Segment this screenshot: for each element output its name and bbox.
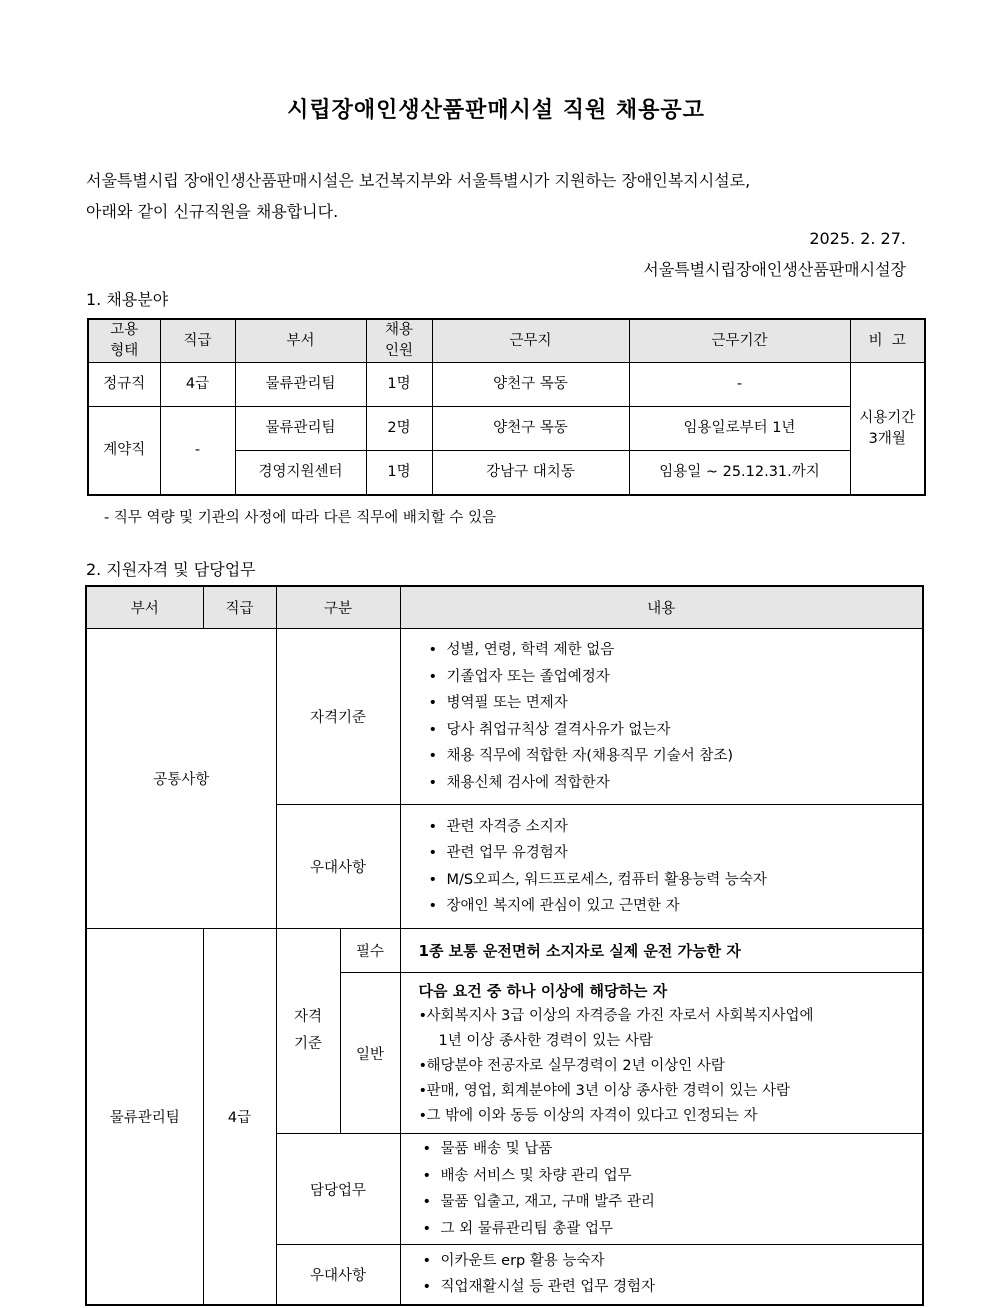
cell-place: 양천구 목동 <box>432 407 629 451</box>
header-count: 채용 인원 <box>366 319 432 363</box>
logistics-pref-list <box>401 1248 923 1301</box>
list-item: • 기졸업자 또는 졸업예정자 <box>429 664 923 691</box>
cell-period: - <box>629 363 850 407</box>
cell-period: 임용일로부터 1년 <box>629 407 850 451</box>
header-grade: 직급 <box>160 319 235 363</box>
list-item: • 직업재활시설 등 관련 업무 경험자 <box>423 1274 923 1301</box>
logistics-duty-label: 담당업무 <box>276 1134 400 1245</box>
cell-place: 강남구 대치동 <box>432 451 629 496</box>
table-row <box>88 363 925 407</box>
cell-place: 양천구 목동 <box>432 363 629 407</box>
issuer-name: 서울특별시립장애인생산품판매시설장 <box>643 260 906 279</box>
section-1-note: - 직무 역량 및 기관의 사정에 따라 다른 직무에 배치할 수 있음 <box>104 510 497 526</box>
general-item: • 판매, 영업, 회계분야에 3년 이상 종사한 경력이 있는 사람 <box>419 1079 923 1104</box>
list-item: • 성별, 연령, 학력 제한 없음 <box>429 637 923 664</box>
list-item: • M/S오피스, 워드프로세스, 컴퓨터 활용능력 능숙자 <box>429 867 923 894</box>
header-remark: 비 고 <box>850 319 925 363</box>
header-dept: 부서 <box>235 319 366 363</box>
logistics-grade: 4급 <box>203 929 276 1305</box>
cell-count: 1명 <box>366 363 432 407</box>
section-2-heading: 2. 지원자격 및 담당업무 <box>86 560 256 579</box>
logistics-required-label: 필수 <box>340 929 400 973</box>
logistics-general-list <box>419 1004 923 1129</box>
cell-period: 임용일 ~ 25.12.31.까지 <box>629 451 850 496</box>
header-period: 근무기간 <box>629 319 850 363</box>
table-row <box>88 407 925 451</box>
table-row <box>86 929 923 973</box>
list-item: • 그 외 물류관리팀 총괄 업무 <box>423 1216 923 1243</box>
list-item: • 채용 직무에 적합한 자(채용직무 기술서 참조) <box>429 743 923 770</box>
common-pref-label: 우대사항 <box>276 805 400 929</box>
common-label: 공통사항 <box>86 629 276 929</box>
logistics-required-text: 1종 보통 운전면허 소지자로 실제 운전 가능한 자 <box>400 929 923 973</box>
table-header-row <box>88 319 925 363</box>
recruitment-table <box>87 318 926 496</box>
logistics-duty-list <box>401 1136 923 1242</box>
list-item: • 물품 배송 및 납품 <box>423 1136 923 1163</box>
intro-line-1: 서울특별시립 장애인생산품판매시설은 보건복지부와 서울특별시가 지원하는 장애인복지시설로, <box>86 171 751 190</box>
intro-line-2: 아래와 같이 신규직원을 채용합니다. <box>86 202 339 221</box>
header-place: 근무지 <box>432 319 629 363</box>
logistics-general-content <box>400 973 923 1134</box>
list-item: • 관련 업무 유경험자 <box>429 840 923 867</box>
cell-dept: 물류관리팀 <box>235 363 366 407</box>
cell-dept: 경영지원센터 <box>235 451 366 496</box>
header-dept: 부서 <box>86 586 203 629</box>
cell-count: 2명 <box>366 407 432 451</box>
qualification-table <box>85 585 924 1306</box>
common-qual-list <box>401 637 923 796</box>
header-grade: 직급 <box>203 586 276 629</box>
list-item: • 이카운트 erp 활용 능숙자 <box>423 1248 923 1275</box>
cell-type: 계약직 <box>88 407 160 496</box>
general-item: • 해당분야 전공자로 실무경력이 2년 이상인 사람 <box>419 1054 923 1079</box>
list-item: • 배송 서비스 및 차량 관리 업무 <box>423 1163 923 1190</box>
cell-count: 1명 <box>366 451 432 496</box>
general-item: • 사회복지사 3급 이상의 자격증을 가진 자로서 사회복지사업에 <box>419 1004 923 1029</box>
cell-remark: 시용기간 3개월 <box>850 363 925 496</box>
section-1-heading: 1. 채용분야 <box>86 290 169 309</box>
list-item: • 물품 입출고, 재고, 구매 발주 관리 <box>423 1189 923 1216</box>
header-employment-type: 고용 형태 <box>88 319 160 363</box>
table-row <box>86 629 923 805</box>
header-category: 구분 <box>276 586 400 629</box>
logistics-duty-content <box>400 1134 923 1245</box>
logistics-general-title: 다음 요건 중 하나 이상에 해당하는 자 <box>418 981 668 1000</box>
cell-dept: 물류관리팀 <box>235 407 366 451</box>
list-item: • 병역필 또는 면제자 <box>429 690 923 717</box>
notice-date: 2025. 2. 27. <box>809 229 906 248</box>
logistics-pref-label: 우대사항 <box>276 1245 400 1305</box>
common-pref-list <box>401 814 923 920</box>
cell-grade: - <box>160 407 235 496</box>
list-item: • 관련 자격증 소지자 <box>429 814 923 841</box>
general-item-continuation: 1년 이상 종사한 경력이 있는 사람 <box>438 1032 653 1049</box>
common-qual-label: 자격기준 <box>276 629 400 805</box>
list-item: • 당사 취업규칙상 결격사유가 없는자 <box>429 717 923 744</box>
cell-grade: 4급 <box>160 363 235 407</box>
table-header-row <box>86 586 923 629</box>
logistics-pref-content <box>400 1245 923 1305</box>
common-qual-content <box>400 629 923 805</box>
document-title: 시립장애인생산품판매시설 직원 채용공고 <box>287 98 705 123</box>
list-item: • 장애인 복지에 관심이 있고 근면한 자 <box>429 893 923 920</box>
logistics-qual-label: 자격 기준 <box>276 929 340 1134</box>
logistics-general-label: 일반 <box>340 973 400 1134</box>
common-pref-content <box>400 805 923 929</box>
cell-type: 정규직 <box>88 363 160 407</box>
header-content: 내용 <box>400 586 923 629</box>
general-item: • 그 밖에 이와 동등 이상의 자격이 있다고 인정되는 자 <box>419 1104 923 1129</box>
logistics-dept: 물류관리팀 <box>86 929 203 1305</box>
list-item: • 채용신체 검사에 적합한자 <box>429 770 923 797</box>
